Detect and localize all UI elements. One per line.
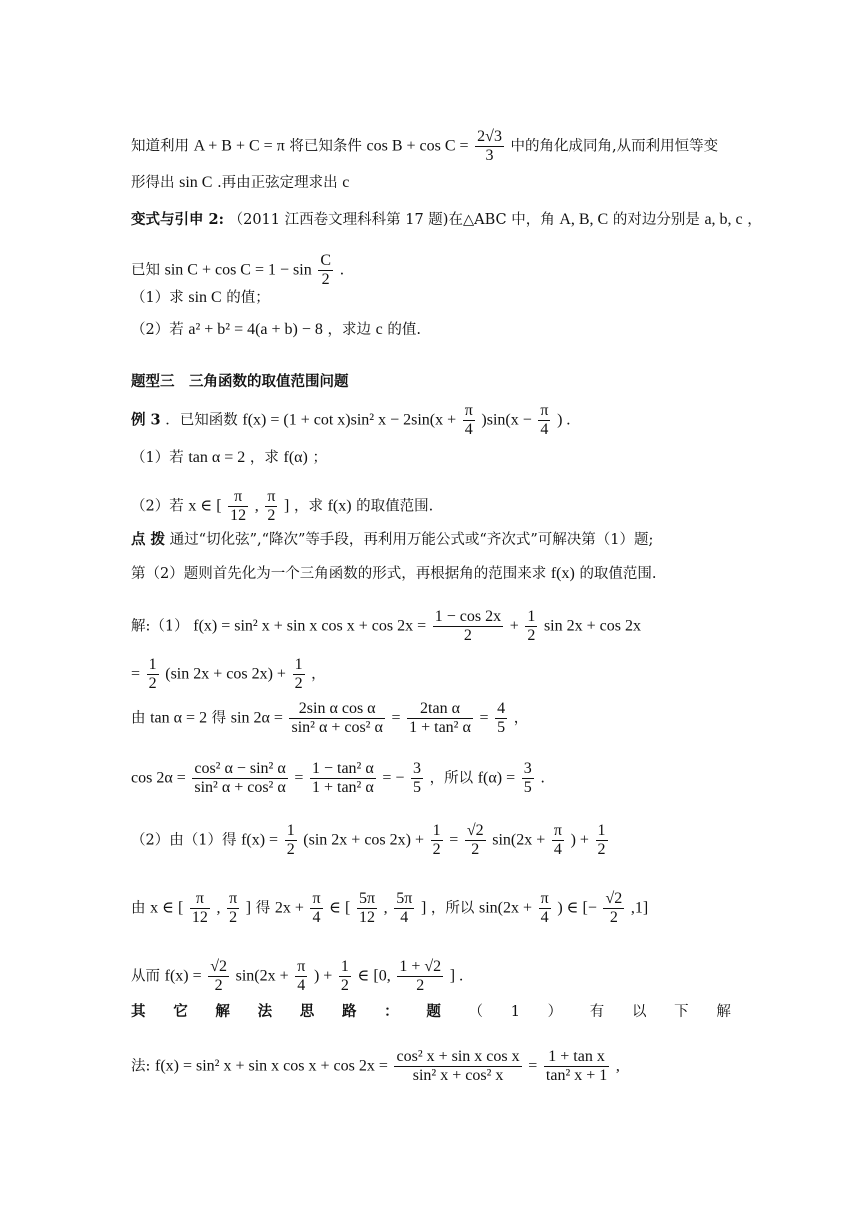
text: . (339, 262, 345, 279)
math: ] (245, 899, 252, 917)
text: 法: (131, 1058, 151, 1075)
math: ) + (313, 967, 333, 985)
math: f(α) = (477, 769, 516, 787)
text: 形得出 (131, 175, 175, 191)
math: sin C + cos C = 1 − sin (164, 261, 312, 279)
math: = (131, 665, 141, 683)
text: ，求边 (327, 322, 371, 338)
text: ，求 (293, 498, 323, 515)
math: tan α = 2 (150, 709, 208, 727)
text: ．已知函数 (165, 412, 238, 429)
solution-line-2 (131, 656, 326, 693)
math: a, b, c (704, 211, 743, 228)
math: sin C (188, 289, 222, 306)
fraction: $\frac{\pi}{4}$ (297, 958, 306, 994)
text: （2）若 (131, 498, 184, 515)
math: ) . (557, 411, 571, 429)
text: 将已知条件 (289, 138, 362, 155)
fraction: $\frac{√2}{2}$ (605, 890, 623, 926)
math: cos B + cos C = (366, 137, 469, 155)
fraction: $\frac{\pi}{12}$ (230, 488, 247, 524)
fraction: $\frac{\pi}{4}$ (553, 822, 562, 858)
text: （2011 江西卷文理科科第 17 题)在△ABC 中，角 (228, 212, 555, 228)
math: + (509, 617, 519, 635)
hint-line-1 (131, 530, 653, 550)
heading-char: 路 (341, 1003, 357, 1020)
math: sin(2x + (492, 831, 546, 849)
text: （2）由（1）得 (131, 832, 237, 849)
math: ∈ [0, (357, 967, 391, 985)
fraction: $\frac{\text{1 − tan² α}}{\text{1 + tan² α}}$ (311, 760, 374, 796)
heading-char: 1 (510, 1004, 520, 1020)
heading-char: ） (547, 1004, 563, 1020)
heading-char: 以 (631, 1004, 647, 1020)
text: 得 (211, 710, 227, 727)
math: = − (382, 769, 405, 787)
math: = (449, 831, 459, 849)
example-3-q1 (131, 448, 327, 468)
text: ， (311, 666, 326, 683)
fraction: $\frac{\text{2sin α cos α}}{\text{sin² α + cos² α}}$ (291, 700, 383, 736)
math: (sin 2x + cos 2x) + (303, 831, 424, 849)
math: = (528, 1057, 538, 1075)
fraction: $\frac{\pi}{4}$ (464, 402, 473, 438)
fraction: $\frac{\pi}{12}$ (191, 890, 208, 926)
math: x ∈ [ (188, 497, 222, 515)
math: (sin 2x + cos 2x) + (165, 665, 286, 683)
math: cos 2α = (131, 769, 186, 787)
fraction: $\frac{5\pi}{4}$ (396, 890, 413, 926)
text: ，所以 (430, 900, 475, 917)
math: ,1] (630, 899, 649, 917)
math: ) + (570, 831, 589, 849)
heading-char: 法 (257, 1003, 273, 1020)
math: ) ∈ [− (557, 899, 597, 917)
fraction: $\frac{1}{2}$ (527, 608, 536, 644)
fraction: $\frac{1}{2}$ (340, 958, 349, 994)
math: f(x) (327, 497, 352, 515)
solution-line-7 (131, 958, 463, 995)
text: ，求 (249, 450, 279, 466)
fraction: $\frac{\text{cos² α − sin² α}}{\text{sin² α + cos² α}}$ (194, 760, 286, 796)
fraction: $\frac{√2}{2}$ (210, 958, 228, 994)
fraction: $\frac{\pi}{4}$ (540, 402, 549, 438)
math: ] (284, 497, 290, 515)
solution-line-3 (131, 700, 528, 737)
text: 知道利用 (131, 138, 189, 155)
math: sin(2x + (478, 899, 533, 917)
hint-line-2 (131, 564, 657, 584)
math: a² + b² = 4(a + b) − 8 (188, 321, 323, 338)
text: 的对边分别是 (612, 212, 700, 228)
text: 第（2）题则首先化为一个三角函数的形式，再根据角的范围来求 (131, 566, 547, 582)
text: （1）求 (131, 290, 184, 306)
fraction: $\frac{1}{2}$ (597, 822, 606, 858)
solution-line-1 (131, 608, 641, 645)
heading-char: 有 (589, 1004, 605, 1020)
fraction: $\frac{\pi}{4}$ (540, 890, 549, 926)
example-3 (131, 402, 570, 439)
example-label: 例 3 (131, 411, 161, 429)
text: . (540, 770, 545, 787)
fraction: $\frac{1}{2}$ (294, 656, 303, 692)
math: ] (420, 899, 427, 917)
math: , (615, 1057, 620, 1075)
solution-line-6 (131, 890, 648, 927)
text: ，所以 (429, 770, 474, 787)
heading-char: 解 (215, 1003, 230, 1020)
text: .再由正弦定理求出 (217, 175, 338, 191)
math: ∈ [ (329, 899, 351, 917)
text: ； (312, 450, 327, 466)
fraction: $\frac{\text{cos² x + sin x cos x}}{\text{sin² x + cos² x}}$ (396, 1048, 520, 1084)
fraction: $\frac{\pi}{4}$ (312, 890, 321, 926)
math: f(x) = (241, 831, 279, 849)
heading-char: 它 (173, 1003, 188, 1020)
text: （1）若 (131, 450, 184, 466)
text: 由 (131, 900, 146, 917)
section-title: 题型三 三角函数的取值范围问题 (131, 373, 349, 390)
math: c (375, 321, 383, 338)
example-3-q2 (131, 488, 433, 525)
fraction: $\frac{2√3}{3}$ (477, 128, 502, 164)
other-methods-heading (131, 1002, 731, 1022)
math: = (294, 769, 304, 787)
text: 的取值范围. (356, 498, 434, 515)
math: , (216, 899, 221, 917)
variant-heading (131, 210, 762, 230)
known-condition (131, 252, 344, 289)
text: （2）若 (131, 322, 184, 338)
text: 的取值范围. (579, 566, 657, 582)
variant-title: 变式与引申 2: (131, 211, 224, 228)
fraction: $\frac{\text{2tan α}}{\text{1 + tan² α}}$ (409, 700, 471, 736)
heading-char: （ (468, 1004, 483, 1020)
math: = (391, 709, 401, 727)
fraction: $\frac{\text{1 + tan x}}{\text{tan² x + 1}}$ (545, 1048, 608, 1084)
math: x ∈ [ (150, 899, 184, 917)
text: 已知 (131, 262, 160, 279)
text: 从而 (131, 968, 160, 985)
math: 2x + (274, 899, 304, 917)
math: A + B + C = π (193, 137, 285, 155)
fraction: $\frac{1}{2}$ (148, 656, 157, 692)
fraction: $\frac{1}{2}$ (432, 822, 441, 858)
math: ] . (449, 967, 464, 985)
math: f(x) (550, 565, 575, 582)
text: 解:（1） (131, 618, 189, 635)
fraction: $\frac{4}{5}$ (497, 700, 506, 736)
math: sin 2α = (230, 709, 283, 727)
math: sin C (179, 174, 213, 191)
heading-char: 其 (131, 1003, 146, 1020)
hint-label: 点 拨 (131, 531, 166, 548)
fraction: $\frac{C}{2}$ (320, 252, 331, 288)
fraction: $\frac{5\pi}{12}$ (358, 890, 376, 926)
math: f(x) = (1 + cot x)sin² x − 2sin(x + (242, 411, 457, 429)
fraction: $\frac{1 + √2}{2}$ (399, 958, 442, 994)
math: f(x) = (164, 967, 202, 985)
text: 通过“切化弦”,“降次”等手段，再利用万能公式或“齐次式”可解决第（1）题; (169, 532, 654, 548)
text: 的值； (226, 290, 270, 306)
math: tan α = 2 (188, 449, 246, 466)
text: 的值. (387, 322, 421, 338)
text: 得 (255, 900, 271, 917)
heading-char: 思 (299, 1003, 315, 1020)
math: f(x) = sin² x + sin x cos x + cos 2x = (155, 1057, 388, 1075)
math: , (383, 899, 388, 917)
math: A, B, C (559, 211, 609, 228)
math: , (254, 497, 259, 515)
solution-line-8 (131, 1048, 620, 1085)
heading-char: ： (384, 1003, 399, 1020)
math: f(x) = sin² x + sin x cos x + cos 2x = (193, 617, 427, 635)
fraction: $\frac{\pi}{2}$ (229, 890, 238, 926)
text: 中的角化成同角,从而利用恒等变 (510, 138, 719, 155)
text: 由 (131, 710, 146, 727)
fraction: $\frac{3}{5}$ (523, 760, 532, 796)
fraction: $\frac{1}{2}$ (286, 822, 295, 858)
solution-line-5 (131, 822, 610, 859)
para-line-2 (131, 173, 349, 193)
solution-line-4 (131, 760, 545, 797)
fraction: $\frac{1 - \cos 2x}{2}$ (434, 608, 502, 644)
fraction: $\frac{√2}{2}$ (466, 822, 484, 858)
math: )sin(x − (481, 411, 532, 429)
math: = (479, 709, 489, 727)
math: c (342, 174, 350, 191)
math: sin 2x + cos 2x (543, 617, 641, 635)
fraction: $\frac{\pi}{2}$ (267, 488, 276, 524)
text: ， (747, 212, 762, 228)
heading-char: 题 (426, 1003, 441, 1020)
question-2 (131, 320, 421, 340)
fraction: $\frac{3}{5}$ (413, 760, 421, 796)
text: ， (513, 710, 529, 727)
math: sin(2x + (235, 967, 289, 985)
para-line-1 (131, 128, 718, 165)
heading-char: 解 (716, 1004, 731, 1020)
question-1 (131, 288, 270, 308)
heading-char: 下 (674, 1004, 689, 1020)
math: f(α) (283, 449, 308, 466)
